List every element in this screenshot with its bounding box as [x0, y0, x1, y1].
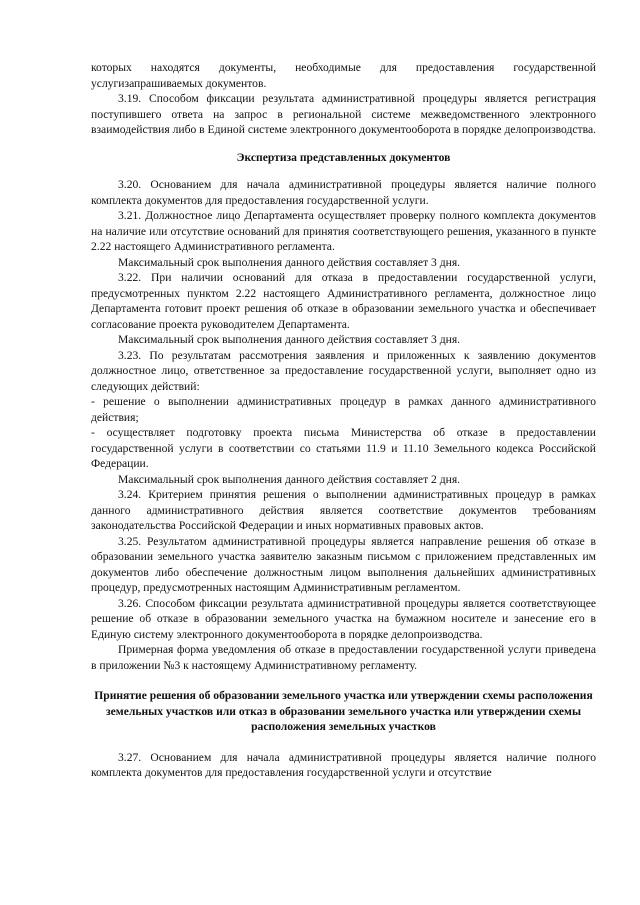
paragraph: 3.26. Способом фиксации результата административной процедуры является соответствующее решение об отказе в образовании земельного участка на бумажном носителе и занесение его в Единую систему электронного документооборота в порядке делопроизводства. [91, 596, 596, 641]
paragraph: 3.25. Результатом административной процедуры является направление решения об отказе в образовании земельного участка заявителю заказным письмом с приложением представленных им документов либо обеспечение должностным лицом выполнения дальнейших административных процедур, предусмотренных настоящим Административным регламентом. [91, 534, 596, 594]
section-heading: Принятие решения об образовании земельного участка или утверждении схемы расположения земельных участков или отказ в образовании земельного участка или утверждении схемы расположения земельных участков [94, 689, 593, 733]
paragraph: 3.24. Критерием принятия решения о выполнении административных процедур в рамках данного административного действия является соответствие документов требованиям законодательства Российской Федерации и иных нормативных правовых актов. [91, 488, 596, 532]
paragraph: 3.27. Основанием для начала административной процедуры является наличие полного комплекта документов для предоставления государственной услуги и отсутствие [91, 750, 596, 779]
document-page [91, 60, 596, 781]
paragraph: Максимальный срок выполнения данного действия составляет 2 дня. [118, 472, 461, 486]
list-item: - решение о выполнении административных процедур в рамках данного административного действия; [91, 395, 596, 424]
paragraph: 3.19. Способом фиксации результата административной процедуры является регистрация поступившего ответа на запрос в региональной системе межведомственного электронного взаимодействия либо в Единой системе электронного документооборота в порядке делопроизводства. [91, 92, 596, 136]
paragraph: 3.20. Основанием для начала административной процедуры является наличие полного комплекта документов для предоставления государственной услуги. [91, 178, 596, 207]
paragraph: которых находятся документы, необходимые для предоставления государственной услугизапрашиваемых документов. [91, 61, 596, 90]
section-heading: Экспертиза представленных документов [236, 150, 451, 164]
paragraph: 3.21. Должностное лицо Департамента осуществляет проверку полного комплекта документов на наличие или отсутствие оснований для принятия соответствующего решения, указанного в пункте 2.22 настоящего Административного регламента. [91, 209, 596, 253]
paragraph: 3.23. По результатам рассмотрения заявления и приложенных к заявлению документов должностное лицо, ответственное за предоставление государственной услуги, выполняет одно из следующих действий: [91, 348, 596, 393]
paragraph: Максимальный срок выполнения данного действия составляет 3 дня. [118, 255, 461, 269]
paragraph: Примерная форма уведомления об отказе в предоставлении государственной услуги приведена в приложении №3 к настоящему Административному регламенту. [91, 643, 596, 672]
paragraph: Максимальный срок выполнения данного действия составляет 3 дня. [118, 333, 461, 346]
list-item: - осуществляет подготовку проекта письма Министерства об отказе в предоставлении государственной услуги в соответствии со статьями 11.9 и 11.10 Земельного кодекса Российской Федерации. [91, 426, 596, 470]
paragraph: 3.22. При наличии оснований для отказа в предоставлении государственной услуги, предусмотренных пунктом 2.22 настоящего Административного регламента, должностное лицо Департамента готовит проект решения об отказе в образовании земельного участка и обеспечивает согласование проекта руководителем Департамента. [91, 271, 596, 331]
